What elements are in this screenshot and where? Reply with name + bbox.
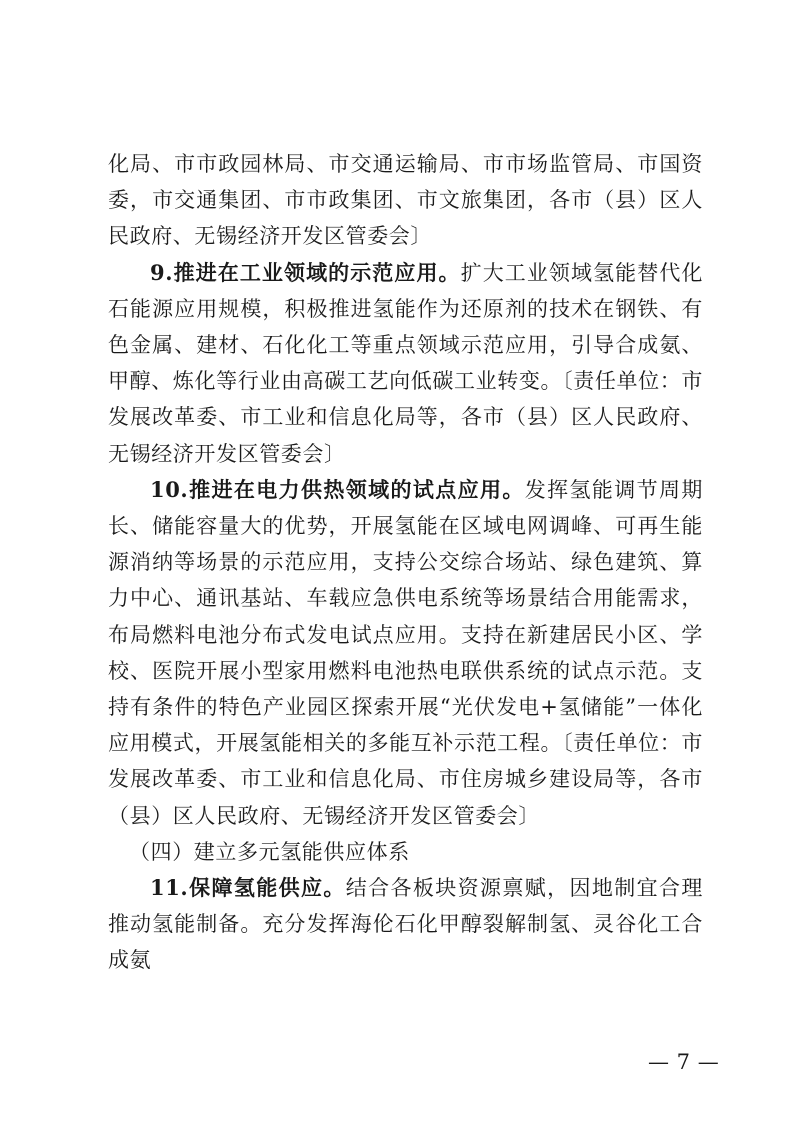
item-title: 9.推进在工业领域的示范应用。 — [150, 259, 461, 285]
body-text — [108, 146, 703, 979]
paragraph-continuation — [108, 146, 703, 255]
paragraph-item-9 — [108, 255, 703, 472]
item-title: 11.保障氢能供应。 — [150, 875, 346, 901]
paragraph-item-10 — [108, 472, 703, 834]
item-body: 结合各板块资源禀赋，因地制宜合理推动氢能制备。充分发挥海伦石化甲醇裂解制氢、灵谷化工合成氨 — [108, 876, 703, 973]
page-number: — 7 — — [648, 1050, 720, 1074]
item-title: 10.推进在电力供热领域的试点应用。 — [150, 476, 525, 502]
item-body: 扩大工业领域氢能替代化石能源应用规模，积极推进氢能作为还原剂的技术在钢铁、有色金属、建材、石化化工等重点领域示范应用，引导合成氨、甲醇、炼化等行业由高碳工艺向低碳工业转变。〔责任单位：市发展改革委、市工业和信息化局等，各市（县）区人民政府、无锡经济开发区管委会〕 — [108, 260, 704, 466]
item-body: 发挥氢能调节周期长、储能容量大的优势，开展氢能在区域电网调峰、可再生能源消纳等场景的示范应用，支持公交综合场站、绿色建筑、算力中心、通讯基站、车载应急供电系统等场景结合用能需求，布局燃料电池分布式发电试点应用。支持在新建居民小区、学校、医院开展小型家用燃料电池热电联供系统的试点示范。支持有条件的特色产业园区探索开展“光伏发电+氢储能”一体化应用模式，开展氢能相关的多能互补示范工程。〔责任单位：市发展改革委、市工业和信息化局、市住房城乡建设局等，各市（县）区人民政府、无锡经济开发区管委会〕 — [108, 477, 703, 828]
section-heading: （四）建立多元氢能供应体系 — [129, 839, 410, 864]
paragraph-item-11 — [108, 870, 703, 979]
paragraph-text: 化局、市市政园林局、市交通运输局、市市场监管局、市国资委，市交通集团、市市政集团、市文旅集团，各市（县）区人民政府、无锡经济开发区管委会〕 — [108, 152, 703, 249]
